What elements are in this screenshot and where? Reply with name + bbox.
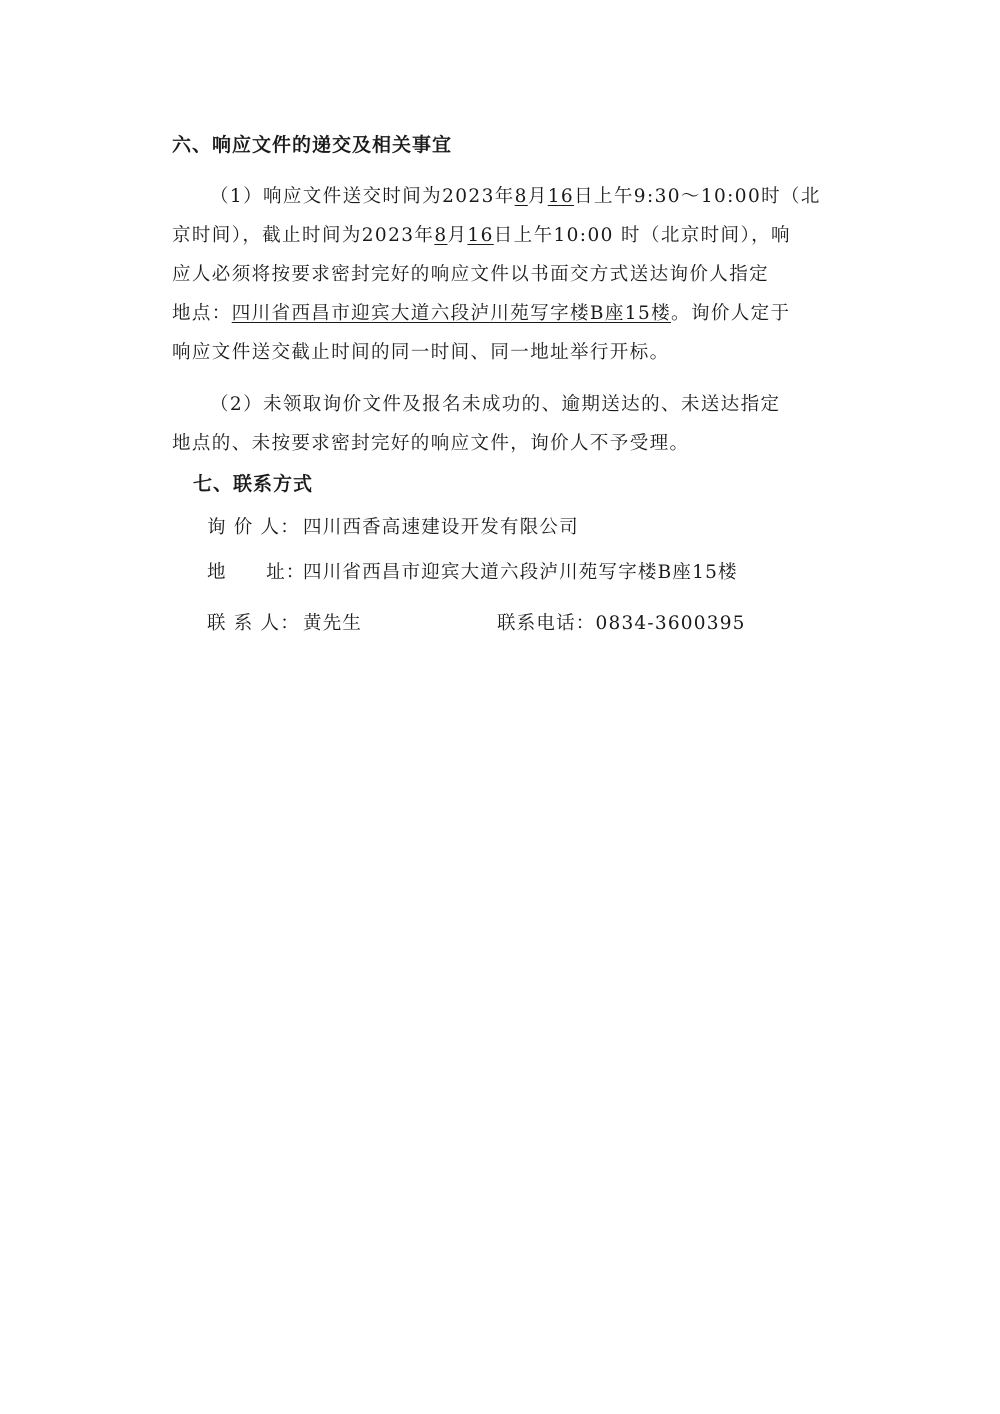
day-value: 16 bbox=[467, 225, 494, 246]
contact-label: 联 系 人： bbox=[207, 613, 300, 634]
address-row bbox=[207, 558, 738, 584]
delivery-address: 四川省西昌市迎宾大道六段泸川苑写字楼B座15楼 bbox=[231, 303, 672, 324]
paragraph-1-line-5: 响应文件送交截止时间的同一时间、同一地址举行开标。 bbox=[172, 342, 670, 363]
address-label: 地 址： bbox=[207, 562, 306, 583]
address-value: 四川省西昌市迎宾大道六段泸川苑写字楼B座15楼 bbox=[303, 562, 738, 583]
paragraph-1-line-2: 京时间），截止时间为2023年8月16日上午10:00 时（北京时间），响 bbox=[172, 225, 791, 246]
inquirer-value: 四川西香高速建设开发有限公司 bbox=[303, 517, 579, 538]
section-7-heading: 七、联系方式 bbox=[193, 473, 314, 495]
phone-row bbox=[497, 609, 746, 635]
paragraph-1-line-1: （1）响应文件送交时间为2023年8月16日上午9:30～10:00时（北 bbox=[210, 186, 821, 207]
month-value: 8 bbox=[434, 225, 448, 246]
paragraph-1-line-4: 地点：四川省西昌市迎宾大道六段泸川苑写字楼B座15楼。询价人定于 bbox=[172, 303, 791, 324]
day-value: 16 bbox=[547, 186, 575, 207]
contact-value: 黄先生 bbox=[303, 613, 363, 634]
month-value: 8 bbox=[514, 186, 528, 207]
paragraph-2-line-1: （2）未领取询价文件及报名未成功的、逾期送达的、未送达指定 bbox=[210, 394, 781, 415]
paragraph-2-line-2: 地点的、未按要求密封完好的响应文件，询价人不予受理。 bbox=[172, 433, 690, 454]
inquirer-label: 询 价 人： bbox=[207, 517, 300, 538]
contact-person-row bbox=[207, 609, 362, 635]
inquirer-row bbox=[207, 513, 579, 539]
paragraph-1-line-3: 应人必须将按要求密封完好的响应文件以书面交方式送达询价人指定 bbox=[172, 264, 770, 285]
section-6-heading: 六、响应文件的递交及相关事宜 bbox=[172, 134, 453, 156]
phone-value: 0834-3600395 bbox=[595, 613, 746, 634]
phone-label: 联系电话： bbox=[497, 613, 596, 634]
